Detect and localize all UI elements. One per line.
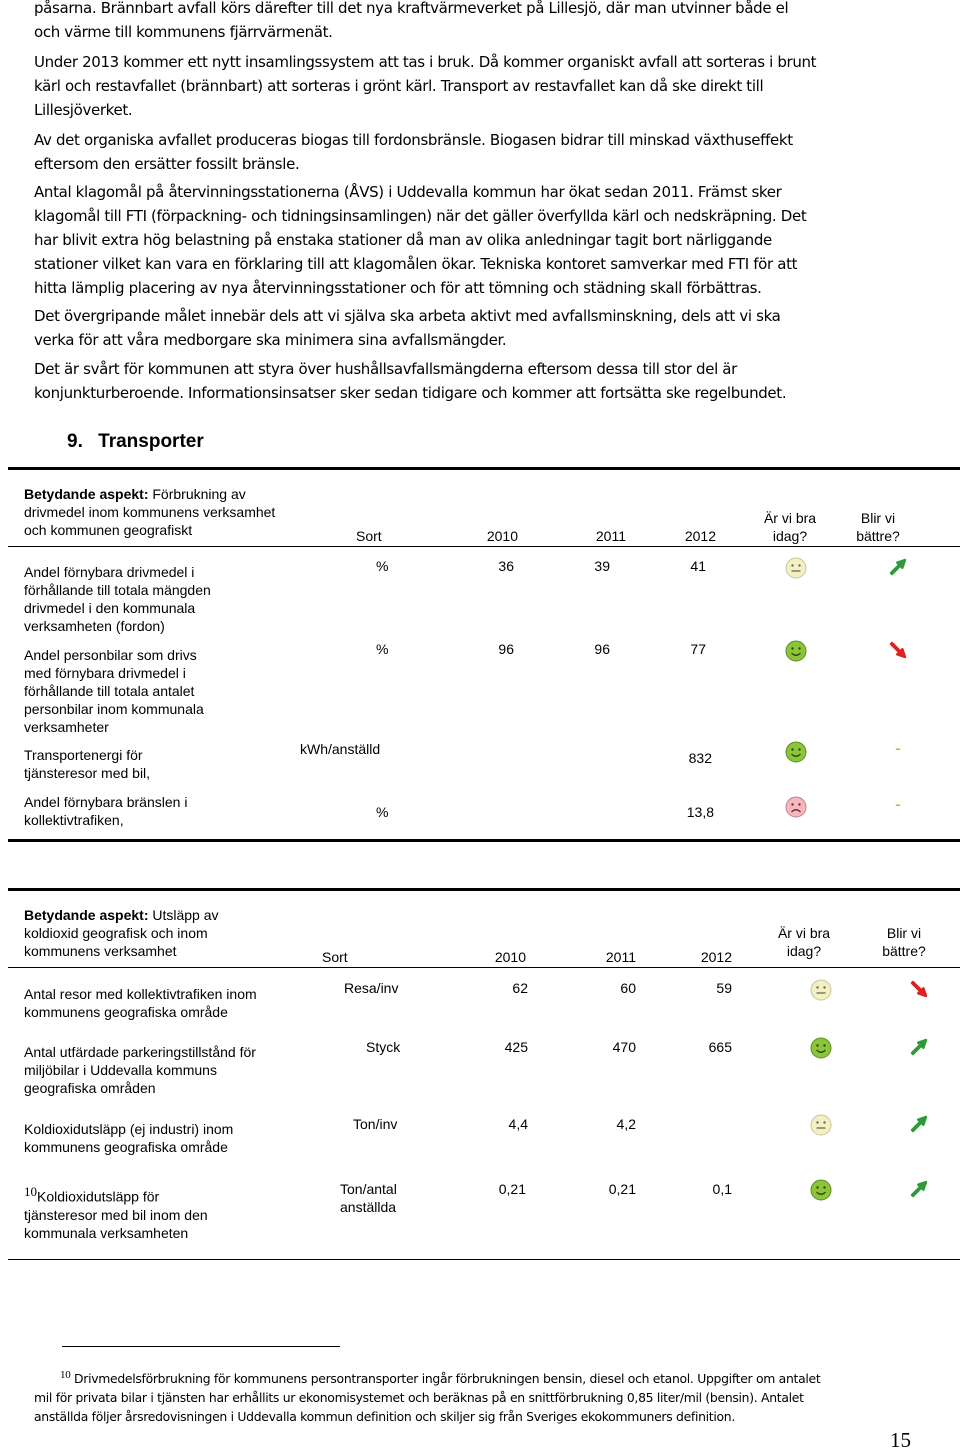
label-line: kollektivtrafiken, (24, 812, 124, 828)
section-title: Transporter (98, 431, 204, 452)
label-line: med förnybara drivmedel i (24, 665, 186, 681)
label-line: Transportenergi för (24, 747, 143, 763)
label-line: Andel personbilar som drivs (24, 647, 197, 663)
aspect-label: Betydande aspekt: (24, 907, 149, 923)
aspect-text: koldioxid geografisk och inom (24, 925, 208, 941)
header-better-line: Blir vi (886, 925, 922, 941)
footnote-marker: 10 (60, 1369, 71, 1381)
header-better-line: bättre? (856, 528, 900, 544)
footnote (34, 1366, 924, 1426)
table2-row1-2011: 60 (620, 980, 636, 996)
table1-row1-2011: 39 (594, 558, 610, 574)
table2-row4-label (24, 1183, 284, 1242)
label-line: miljöbilar i Uddevalla kommuns (24, 1062, 217, 1078)
text-line: Lillesjöverket. (34, 101, 133, 119)
trend-none-dash: - (895, 794, 901, 814)
paragraph-1 (34, 0, 914, 44)
label-line: förhållande till totala antalet (24, 683, 195, 699)
table2-bottom-rule (8, 1259, 960, 1260)
footnote-line: mil för privata bilar i tjänsten har erhållits ur ekonomisystemet och beräknas på en snittförbrukning 0,85 liter/mil (bensin). Antalet (34, 1390, 804, 1406)
text-line: Det är svårt för kommunen att styra över hushållsavfallsmängderna eftersom dessa till stor del är (34, 360, 737, 378)
aspect-text: Förbrukning av (148, 486, 246, 502)
label-line: tjänsteresor med bil, (24, 765, 151, 781)
happy-face-icon (810, 1037, 832, 1059)
paragraph-6 (34, 357, 914, 405)
text-line: har blivit extra hög belastning på enstaka stationer då man av olika anledningar tagit bort närliggande (34, 231, 772, 249)
table2-header-rule (8, 967, 960, 968)
text-line: kärl och restavfallet (brännbart) att sorteras i grönt kärl. Transport av restavfallet kan då ske direkt till (34, 77, 764, 95)
label-line: personbilar inom kommunala (24, 701, 204, 717)
neutral-face-icon (810, 1114, 832, 1136)
label-line: verksamheter (24, 719, 109, 735)
text-line: klagomål till FTI (förpackning- och tidningsinsamlingen) när det gäller överfyllda kärl och nedskräpning. Det (34, 207, 807, 225)
text-line: verka för att våra medborgare ska minimera sina avfallsmängder. (34, 331, 507, 349)
table2-row4-2012: 0,1 (712, 1181, 732, 1197)
label-line: kommunala verksamheten (24, 1224, 189, 1241)
header-better (874, 924, 934, 960)
table2-row4-unit (340, 1180, 397, 1216)
footnote-separator (62, 1346, 340, 1347)
trend-up-arrow-icon (910, 1180, 928, 1198)
header-sort: Sort (356, 528, 382, 544)
header-2010: 2010 (486, 528, 518, 544)
table2-row3-label (24, 1120, 314, 1156)
table1-row1-2012: 41 (690, 558, 706, 574)
table2-row2-2011: 470 (612, 1039, 636, 1055)
trend-down-arrow-icon (889, 641, 907, 659)
trend-none-dash: - (895, 738, 901, 758)
table1-row2-2012: 77 (690, 641, 706, 657)
header-2012: 2012 (700, 949, 732, 965)
table2-row4-2010: 0,21 (498, 1181, 526, 1197)
neutral-face-icon (785, 557, 807, 579)
label-line: Andel förnybara drivmedel i (24, 564, 195, 580)
happy-face-icon (810, 1179, 832, 1201)
table2-row2-2012: 665 (708, 1039, 732, 1055)
label-line: tjänsteresor med bil inom den (24, 1206, 208, 1223)
label-line: drivmedel i den kommunala (24, 600, 196, 616)
paragraph-3 (34, 128, 914, 176)
table1-row4-2012: 13,8 (686, 804, 714, 820)
table1-row2-unit: % (376, 641, 389, 657)
table1-row1-unit: % (376, 558, 389, 574)
table2-row1-2010: 62 (512, 980, 528, 996)
header-better-line: Blir vi (860, 510, 896, 526)
text-line: Av det organiska avfallet produceras biogas till fordonsbränsle. Biogasen bidrar till minskad växthuseffekt (34, 131, 793, 149)
header-2011: 2011 (595, 528, 626, 544)
header-sort: Sort (322, 949, 348, 965)
aspect-label: Betydande aspekt: (24, 486, 149, 502)
text-line: Antal klagomål på återvinningsstationerna (ÅVS) i Uddevalla kommun har ökat sedan 2011. Främst sker (34, 183, 782, 201)
table1-row3-unit: kWh/anställd (300, 741, 381, 757)
table1-aspect (24, 485, 324, 539)
happy-face-icon (785, 741, 807, 763)
trend-up-arrow-icon (910, 1038, 928, 1056)
paragraph-5 (34, 304, 914, 352)
table2-row2-label (24, 1043, 314, 1097)
table2-row2-unit: Styck (366, 1039, 401, 1055)
table1-row1-label (24, 563, 274, 635)
trend-up-arrow-icon (889, 558, 907, 576)
text-line: och värme till kommunens fjärrvärmenät. (34, 23, 333, 41)
table2-aspect (24, 906, 304, 960)
label-line: kommunens geografiska område (24, 1139, 228, 1155)
table1-row1-2010: 36 (498, 558, 514, 574)
section-number: 9. (67, 431, 83, 452)
happy-face-icon (785, 640, 807, 662)
label-line: Koldioxidutsläpp (ej industri) inom (24, 1121, 234, 1137)
label-line: Andel förnybara bränslen i (24, 794, 188, 810)
header-2011: 2011 (605, 949, 636, 965)
table2-top-rule (8, 888, 960, 891)
page-number: 15 (890, 1428, 911, 1452)
table2-row4-2011: 0,21 (608, 1181, 636, 1197)
trend-down-arrow-icon (910, 980, 928, 998)
table2-row1-unit: Resa/inv (344, 980, 399, 996)
label-line: Antal resor med kollektivtrafiken inom (24, 986, 257, 1002)
text-line: eftersom den ersätter fossilt bränsle. (34, 155, 300, 173)
unit-line: anställda (340, 1199, 397, 1215)
table2-row1-2012: 59 (716, 980, 732, 996)
footnote-ref: 10 (24, 1184, 37, 1199)
header-good-line: Är vi bra (763, 510, 817, 526)
text-line: Under 2013 kommer ett nytt insamlingssystem att tas i bruk. Då kommer organiskt avfall att sorteras i brunt (34, 53, 817, 71)
label-line: kommunens geografiska område (24, 1004, 228, 1020)
table1-bottom-rule (8, 839, 960, 842)
table1-row2-2010: 96 (498, 641, 514, 657)
table1-top-rule (8, 467, 960, 470)
text-line: påsarna. Brännbart avfall körs därefter till det nya kraftvärmeverket på Lillesjö, där man utvinner både el (34, 0, 789, 17)
neutral-face-icon (810, 979, 832, 1001)
header-good-today (762, 924, 846, 960)
header-good-line: idag? (786, 943, 822, 959)
text-line: hitta lämplig placering av nya återvinningsstationer och för att tömning och städning skall förbättras. (34, 279, 762, 297)
label-line: verksamheten (fordon) (24, 618, 165, 634)
aspect-text: Utsläpp av (148, 907, 219, 923)
table2-row3-2011: 4,2 (616, 1116, 636, 1132)
text-line: Det övergripande målet innebär dels att vi själva ska arbeta aktivt med avfallsminskning, dels att vi ska (34, 307, 781, 325)
trend-up-arrow-icon (910, 1115, 928, 1133)
table2-row1-label (24, 985, 304, 1021)
aspect-text: kommunens verksamhet (24, 943, 177, 959)
table1-row4-unit: % (376, 804, 389, 820)
table2-row3-2010: 4,4 (508, 1116, 528, 1132)
label-line: Antal utfärdade parkeringstillstånd för (24, 1044, 256, 1060)
table2-row3-unit: Ton/inv (353, 1116, 398, 1132)
table1-header-rule (8, 546, 960, 547)
text-line: konjunkturberoende. Informationsinsatser sker sedan tidigare och kommer att fortsätta ske regelbundet. (34, 384, 787, 402)
aspect-text: drivmedel inom kommunens verksamhet (24, 504, 276, 520)
unit-line: Ton/antal (340, 1181, 397, 1197)
table1-row2-label (24, 646, 274, 736)
label-line: förhållande till totala mängden (24, 582, 211, 598)
section-heading (67, 431, 204, 453)
footnote-line: Drivmedelsförbrukning för kommunens persontransporter ingår förbrukningen bensin, diesel och etanol. Uppgifter om antalet (70, 1371, 821, 1387)
header-2010: 2010 (494, 949, 526, 965)
label-line: geografiska områden (24, 1080, 156, 1096)
table1-row2-2011: 96 (594, 641, 610, 657)
paragraph-2 (34, 50, 914, 122)
footnote-line: anställda följer årsredovisningen i Uddevalla kommun definition och skiljer sig från Sveriges ekokommuners definition. (34, 1409, 735, 1425)
header-2012: 2012 (684, 528, 716, 544)
table1-row4-label (24, 793, 274, 829)
sad-face-icon (785, 796, 807, 818)
text-line: stationer vilket kan vara en förklaring till att klagomålen ökar. Tekniska kontoret samverkar med FTI för att (34, 255, 798, 273)
paragraph-4 (34, 180, 914, 300)
aspect-text: och kommunen geografiskt (24, 522, 193, 538)
header-good-line: idag? (772, 528, 808, 544)
label-line: Koldioxidutsläpp för (37, 1188, 160, 1205)
table1-row3-2012: 832 (688, 750, 712, 766)
header-good-today (748, 509, 832, 545)
header-better (848, 509, 908, 545)
table2-row2-2010: 425 (504, 1039, 528, 1055)
header-good-line: Är vi bra (777, 925, 831, 941)
header-better-line: bättre? (882, 943, 926, 959)
table1-row3-label (24, 746, 274, 782)
